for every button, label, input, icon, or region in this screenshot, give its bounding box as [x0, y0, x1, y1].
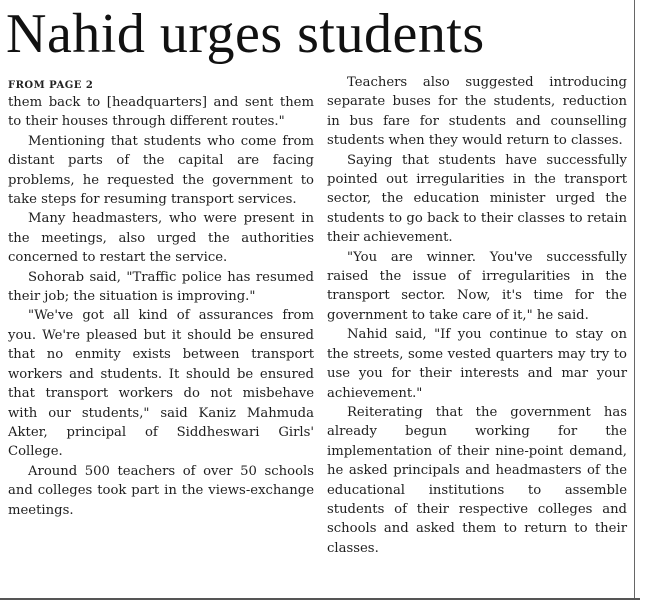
paragraph: Reiterating that the government has already begun working for the implementation of their nine-point demand, he asked principals and headmasters of the educational institutions to assemble students of their respective colleges and schools and asked them to return to their classes. [327, 404, 627, 556]
headline: Nahid urges students [6, 3, 485, 65]
paragraph: them back to [headquarters] and sent them to their houses through different routes." [8, 95, 314, 130]
right-column [327, 73, 627, 558]
paragraph: "We've got all kind of assurances from you. We're pleased but it should be ensured that no enmity exists between transport workers and students. It should be ensured that transport workers do not misbehave with our students," said Kaniz Mahmuda Akter, principal of Siddheswari Girls' College. [8, 308, 314, 460]
column-divider [634, 0, 635, 600]
paragraph: Teachers also suggested introducing separate buses for the students, reduction in bus fare for students and counselling students when they would return to classes. [327, 75, 627, 149]
paragraph: "You are winner. You've successfully raised the issue of irregularities in the transport sector. Now, it's time for the government to take care of it," he said. [327, 249, 627, 323]
kicker-from-page: FROM PAGE 2 [8, 80, 94, 91]
paragraph: Around 500 teachers of over 50 schools and colleges took part in the views-exchange meetings. [8, 463, 314, 518]
paragraph: Sohorab said, "Traffic police has resumed their job; the situation is improving." [8, 269, 314, 305]
bottom-rule [0, 598, 640, 600]
paragraph: Many headmasters, who were present in the meetings, also urged the authorities concerned to restart the service. [8, 211, 314, 266]
paragraph: Nahid said, "If you continue to stay on the streets, some vested quarters may try to use you for their interests and mar your achievement." [327, 327, 627, 401]
paragraph: Mentioning that students who come from distant parts of the capital are facing problems, he requested the government to take steps for resuming transport services. [8, 133, 314, 208]
paragraph: Saying that students have successfully pointed out irregularities in the transport sector, the education minister urged the students to go back to their classes to retain their achievement. [327, 152, 627, 246]
left-column [8, 93, 314, 520]
